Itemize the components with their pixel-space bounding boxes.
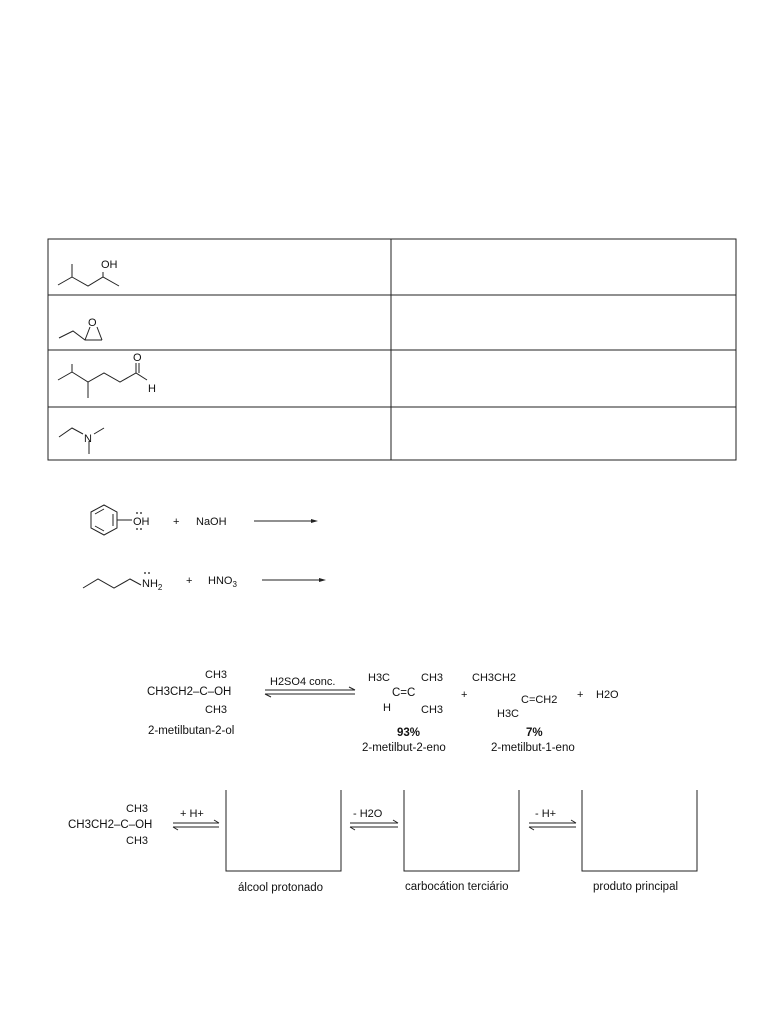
row4-n-label: N (84, 433, 92, 445)
step1-equilibrium-arrow (173, 820, 219, 830)
row3-o-label: O (133, 352, 142, 364)
product1-name: 2-metilbut-2-eno (362, 742, 446, 754)
nitrogen-lone-pair (144, 572, 150, 574)
nh2-label: $NH_2$ (142, 578, 163, 592)
product2-h3c: H3C (497, 708, 520, 720)
dehydration-equation (0, 660, 768, 760)
phenol-plus: + (173, 516, 180, 528)
reactant-bottom-ch3: CH3 (205, 704, 228, 716)
naoh-label: NaOH (196, 516, 227, 528)
water-label: H2O (596, 689, 619, 701)
product1-ch3-top: CH3 (421, 672, 444, 684)
mechanism-scheme (0, 790, 768, 900)
amine-reaction-arrow (262, 578, 326, 582)
step3-equilibrium-arrow (529, 820, 576, 830)
butylamine-structure (83, 579, 141, 588)
product1-h: H (383, 702, 391, 714)
step1-label: + H+ (180, 808, 204, 820)
step2-label: - H2O (353, 808, 383, 820)
mech-reactant-bottom: CH3 (126, 835, 149, 847)
hno3-label: $HNO_3$ (208, 575, 237, 589)
acid-base-reactions (0, 490, 768, 600)
conditions-label: H2SO4 conc. (270, 676, 336, 688)
reactant-top-ch3: CH3 (205, 669, 228, 681)
product2-percent: 7% (526, 727, 543, 739)
phenol-reaction-arrow (254, 519, 318, 523)
product1-h3c: H3C (368, 672, 391, 684)
box-protonated-alcohol[interactable] (226, 790, 341, 871)
product1-percent: 93% (397, 727, 421, 739)
row2-o-label: O (88, 317, 97, 329)
plus-1: + (461, 689, 468, 701)
structure-row-3 (58, 363, 147, 398)
box2-label: carbocátion terciário (405, 881, 509, 893)
product2-name: 2-metilbut-1-eno (491, 742, 575, 754)
product1-cc: C=C (392, 687, 416, 699)
mech-reactant-top: CH3 (126, 803, 149, 815)
box3-label: produto principal (593, 881, 679, 893)
mech-reactant-main: CH3CH2–C–OH (68, 819, 153, 831)
plus-2: + (577, 689, 584, 701)
reactant-name: 2-metilbutan-2-ol (148, 725, 235, 737)
equilibrium-arrow (265, 687, 355, 697)
box1-label: álcool protonado (238, 882, 324, 894)
row1-oh-label: OH (101, 259, 118, 271)
product2-cch2: C=CH2 (521, 694, 558, 706)
step2-equilibrium-arrow (350, 820, 398, 830)
reactant-main-chain: CH3CH2–C–OH (147, 686, 232, 698)
structures-table (0, 0, 768, 480)
amine-plus: + (186, 575, 193, 587)
product1-ch3-bottom: CH3 (421, 704, 444, 716)
product2-ch3ch2: CH3CH2 (472, 672, 517, 684)
structure-row-4 (59, 428, 104, 454)
box-tertiary-carbocation[interactable] (404, 790, 519, 871)
phenol-structure (91, 505, 132, 535)
step3-label: - H+ (535, 808, 557, 820)
phenol-oh-label: OH (133, 516, 150, 528)
box-main-product[interactable] (582, 790, 697, 871)
row3-h-label: H (148, 383, 156, 395)
